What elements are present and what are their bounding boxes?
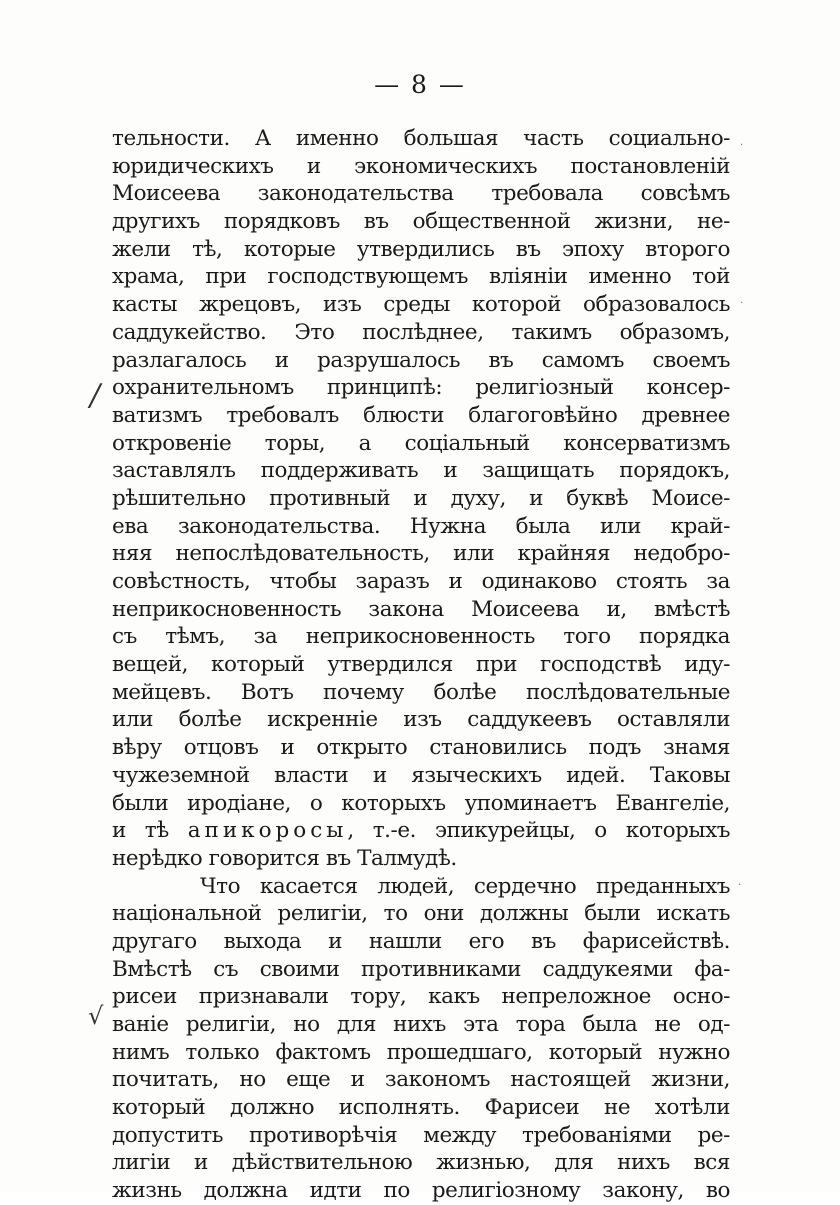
text-line: Вмѣстѣ съ своими противниками саддукеями фа-	[112, 956, 730, 982]
text-line: откровеніе торы, а соціальный консерватизмъ	[112, 430, 730, 456]
margin-check-mark: √	[88, 1002, 104, 1030]
text-line: который должно исполнять. Фарисеи не хотѣли	[112, 1095, 730, 1121]
text-line: жизнь должна идти по религіозному закону, во	[112, 1178, 730, 1204]
text-line: лигіи и дѣйствительною жизнью, для нихъ вся	[112, 1150, 730, 1176]
text-line: ваніе религіи, но для нихъ эта тора была не од-	[112, 1012, 730, 1037]
paragraph-2	[112, 873, 730, 1205]
text-line: вѣру отцовъ и открыто становились подъ знамя	[112, 735, 730, 761]
margin-slash-mark: /	[90, 378, 101, 413]
text-line: мейцевъ. Вотъ почему болѣе послѣдовательные	[112, 679, 730, 705]
text-line: или болѣе искренніе изъ саддукеевъ оставляли	[112, 707, 730, 733]
text-line: храма, при господствующемъ вліяніи именно той	[112, 264, 730, 290]
text-line: Что касается людей, сердечно преданныхъ	[200, 873, 730, 899]
text-line: почитать, но еще и закономъ настоящей жизни,	[112, 1067, 730, 1093]
text-line: чужеземной власти и языческихъ идей. Таковы	[112, 762, 730, 788]
text-line: разлагалось и разрушалось въ самомъ своемъ	[112, 347, 730, 373]
text-line: допустить противорѣчія между требованіями ре-	[112, 1122, 730, 1148]
text-line: другихъ порядковъ въ общественной жизни, не-	[112, 209, 730, 235]
text-line: заставлялъ поддерживать и защищать порядокъ,	[112, 458, 730, 484]
text-line: ева законодательства. Нужна была или край-	[112, 513, 730, 539]
text-line: нерѣдко говорится въ Талмудѣ.	[112, 845, 457, 871]
margin-speck: ·	[738, 880, 742, 891]
emphasized-word: апикоросы	[187, 818, 348, 844]
text-line: охранительномъ принципѣ: религіозный консер-	[112, 375, 730, 401]
text-line: касты жрецовъ, изъ среды которой образовалось	[112, 292, 730, 318]
text-line: національной религіи, то они должны были искать	[112, 901, 730, 927]
text-line: вещей, который утвердился при господствѣ иду-	[112, 652, 730, 678]
text-line: рисеи признавали тору, какъ непреложное осно-	[112, 984, 730, 1010]
margin-speck: ·	[740, 298, 744, 309]
text-line: жели тѣ, которые утвердились въ эпоху второго	[112, 236, 730, 262]
text-line: юридическихъ и экономическихъ постановленій	[112, 153, 730, 179]
text-line: ватизмъ требовалъ блюсти благоговѣйно древнее	[112, 402, 730, 428]
text-line: тельности. А именно большая часть социально-	[112, 126, 730, 151]
text-line: совѣстность, чтобы заразъ и одинаково стоять за	[112, 569, 730, 594]
margin-speck: ·	[740, 140, 744, 151]
text-line: съ тѣмъ, за неприкосновенность того порядка	[112, 624, 730, 650]
text-line: нимъ только фактомъ прошедшаго, который нужно	[112, 1039, 730, 1065]
body-text	[112, 125, 730, 1205]
text-line: другаго выхода и нашли его въ фарисействѣ.	[112, 928, 730, 954]
text-line: и тѣ апикоросы, т.-е. эпикурейцы, о которыхъ	[112, 818, 730, 844]
text-line: неприкосновенность закона Моисеева и, вмѣстѣ	[112, 596, 730, 622]
text-line: няя непослѣдовательность, или крайняя недобро-	[112, 541, 730, 567]
text-line: саддукейство. Это послѣднее, такимъ образомъ,	[112, 319, 730, 345]
text-line: Моисеева законодательства требовала совсѣмъ	[112, 181, 730, 207]
paragraph-1	[112, 125, 730, 873]
page-number: — 8 —	[374, 70, 466, 99]
text-line: были иродіане, о которыхъ упоминаетъ Евангеліе,	[112, 790, 730, 816]
text-line: рѣшительно противный и духу, и буквѣ Моисе-	[112, 485, 730, 511]
